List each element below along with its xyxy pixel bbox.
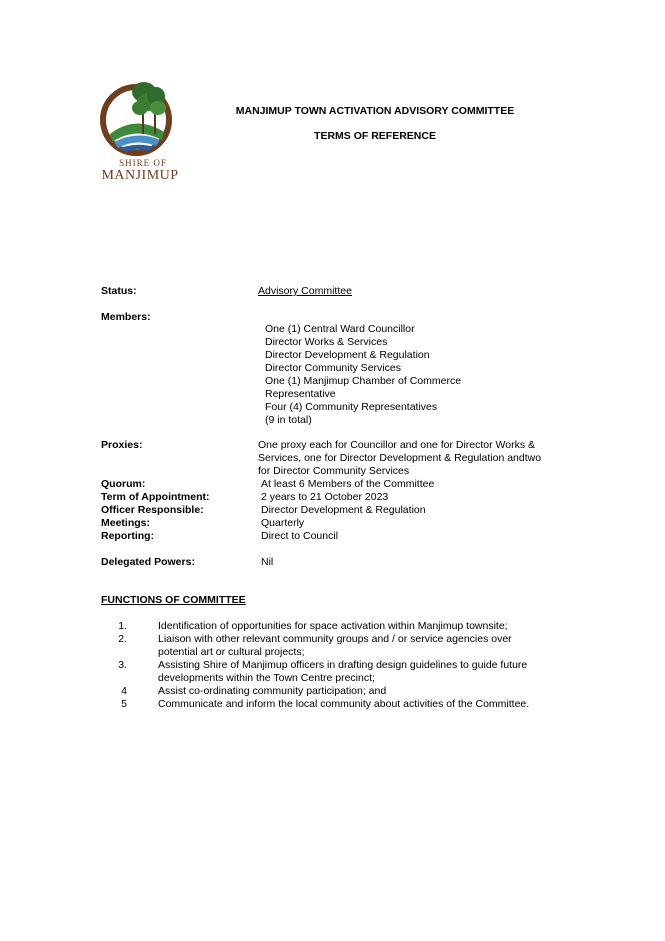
quorum-value: At least 6 Members of the Committee xyxy=(261,478,435,490)
function-number: 2. xyxy=(118,633,127,645)
member-item: Representative xyxy=(265,388,336,400)
function-text: developments within the Town Centre precinct; xyxy=(158,672,375,684)
logo-text-shire-of: SHIRE OF xyxy=(119,158,167,168)
quorum-label: Quorum: xyxy=(101,478,146,490)
member-item: Four (4) Community Representatives xyxy=(265,401,438,413)
members-list xyxy=(265,323,461,427)
document-subtitle: TERMS OF REFERENCE xyxy=(314,130,436,142)
reporting-value: Direct to Council xyxy=(261,530,339,542)
function-text: Assisting Shire of Manjimup officers in drafting design guidelines to guide future xyxy=(158,659,528,671)
function-text: Communicate and inform the local community about activities of the Committee. xyxy=(158,698,530,710)
function-number: 5 xyxy=(121,698,127,710)
meetings-value: Quarterly xyxy=(261,517,305,529)
officer-label: Officer Responsible: xyxy=(101,504,204,516)
function-number: 1. xyxy=(118,620,127,632)
function-text: Assist co-ordinating community participation; and xyxy=(158,685,387,697)
shire-logo xyxy=(98,74,188,186)
reporting-label: Reporting: xyxy=(101,530,155,542)
proxies-label: Proxies: xyxy=(101,439,143,451)
function-number: 4 xyxy=(121,685,127,697)
proxies-line: Services, one for Director Development & Regulation andtwo xyxy=(258,452,542,464)
proxies-line: One proxy each for Councillor and one for Director Works & xyxy=(258,439,536,451)
function-text: Liaison with other relevant community groups and / or service agencies over xyxy=(158,633,512,645)
term-label: Term of Appointment: xyxy=(101,491,210,503)
logo-text-manjimup: MANJIMUP xyxy=(101,168,179,183)
status-label: Status: xyxy=(101,285,137,297)
members-label: Members: xyxy=(101,311,151,323)
officer-value: Director Development & Regulation xyxy=(261,504,426,516)
status-value: Advisory Committee xyxy=(258,285,352,297)
term-value: 2 years to 21 October 2023 xyxy=(261,491,389,503)
member-item: Director Community Services xyxy=(265,362,401,374)
member-item: (9 in total) xyxy=(265,414,312,426)
delegated-value: Nil xyxy=(261,556,274,568)
member-item: Director Works & Services xyxy=(265,336,388,348)
meetings-label: Meetings: xyxy=(101,517,151,529)
proxies-line: for Director Community Services xyxy=(258,465,410,477)
member-item: One (1) Central Ward Councillor xyxy=(265,323,415,335)
member-item: One (1) Manjimup Chamber of Commerce xyxy=(265,375,462,387)
function-text: Identification of opportunities for space activation within Manjimup townsite; xyxy=(158,620,508,632)
function-number: 3. xyxy=(118,659,127,671)
shire-emblem-icon xyxy=(98,74,188,160)
function-text: potential art or cultural projects; xyxy=(158,646,305,658)
delegated-label: Delegated Powers: xyxy=(101,556,195,568)
member-item: Director Development & Regulation xyxy=(265,349,430,361)
document-title: MANJIMUP TOWN ACTIVATION ADVISORY COMMITTEE xyxy=(235,105,515,117)
functions-heading: FUNCTIONS OF COMMITTEE xyxy=(101,594,246,606)
